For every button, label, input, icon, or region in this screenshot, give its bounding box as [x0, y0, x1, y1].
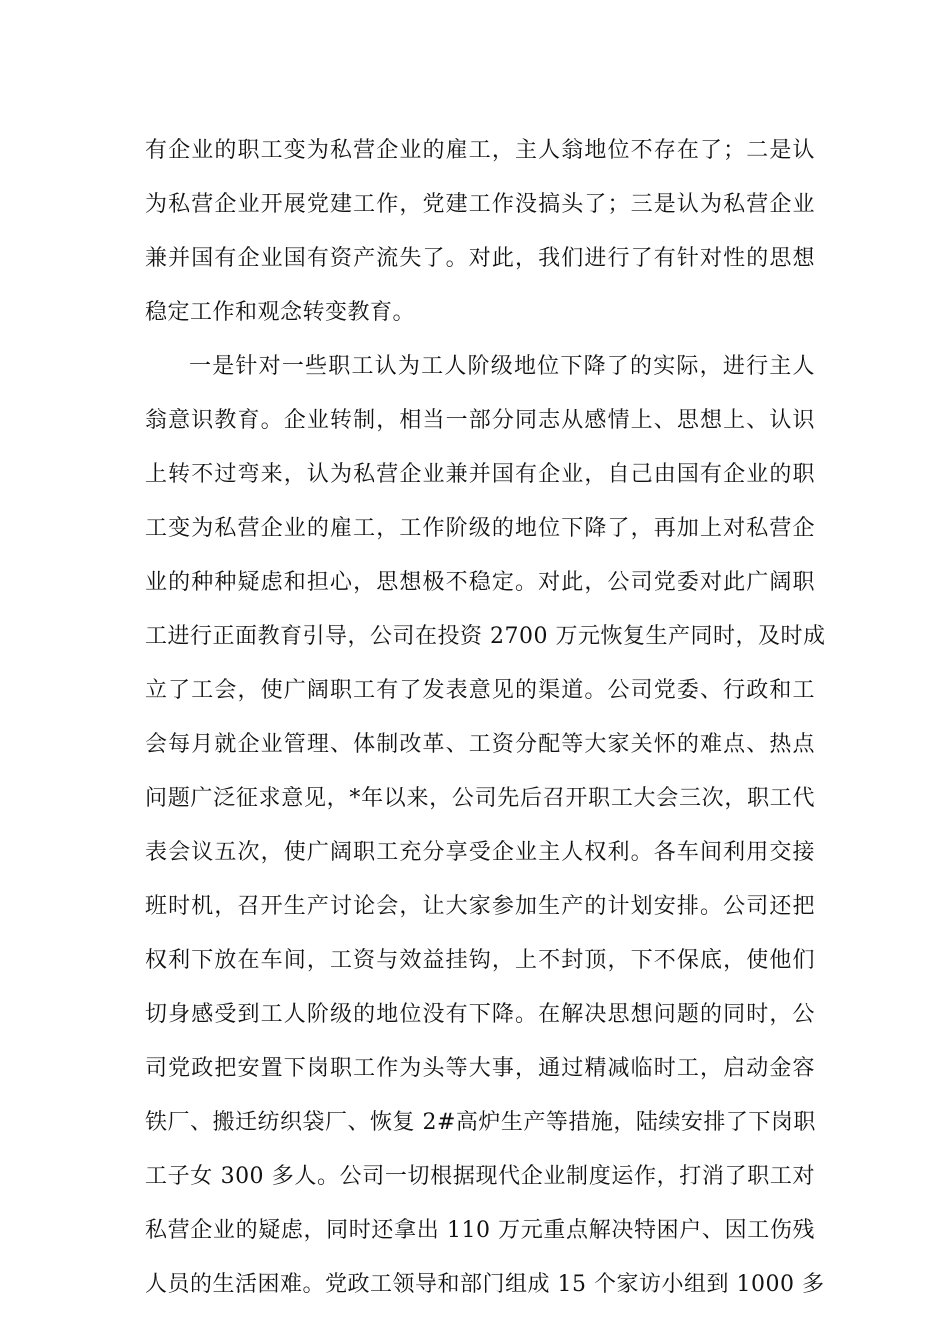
- text-line: 为私营企业开展党建工作，党建工作没搞头了；三是认为私营企业: [145, 192, 815, 217]
- text-line: 一是针对一些职工认为工人阶级地位下降了的实际，进行主人: [189, 354, 815, 379]
- text-line: 铁厂、搬迁纺织袋厂、恢复 2#高炉生产等措施，陆续安排了下岗职: [145, 1110, 816, 1135]
- text-line: 上转不过弯来，认为私营企业兼并国有企业，自己由国有企业的职: [145, 462, 815, 487]
- text-line: 私营企业的疑虑，同时还拿出 110 万元重点解决特困户、因工伤残: [145, 1218, 815, 1243]
- text-line: 业的种种疑虑和担心，思想极不稳定。对此，公司党委对此广阔职: [145, 570, 815, 595]
- text-line: 兼并国有企业国有资产流失了。对此，我们进行了有针对性的思想: [145, 246, 815, 271]
- text-line: 会每月就企业管理、体制改革、工资分配等大家关怀的难点、热点: [145, 732, 815, 757]
- text-line: 立了工会，使广阔职工有了发表意见的渠道。公司党委、行政和工: [145, 678, 815, 703]
- text-line: 工变为私营企业的雇工，工作阶级的地位下降了，再加上对私营企: [145, 516, 815, 541]
- paragraph-1: [145, 124, 815, 340]
- paragraph-2: [145, 340, 826, 1312]
- text-line: 有企业的职工变为私营企业的雇工，主人翁地位不存在了；二是认: [145, 138, 815, 163]
- text-line: 翁意识教育。企业转制，相当一部分同志从感情上、思想上、认识: [145, 408, 815, 433]
- document-body: [145, 124, 826, 1312]
- text-line: 问题广泛征求意见，*年以来，公司先后召开职工大会三次，职工代: [145, 786, 815, 811]
- text-line: 权利下放在车间，工资与效益挂钩，上不封顶，下不保底，使他们: [145, 948, 815, 973]
- text-line: 工子女 300 多人。公司一切根据现代企业制度运作，打消了职工对: [145, 1164, 815, 1189]
- text-line: 班时机，召开生产讨论会，让大家参加生产的计划安排。公司还把: [145, 894, 815, 919]
- text-line: 稳定工作和观念转变教育。: [145, 300, 416, 325]
- text-line: 表会议五次，使广阔职工充分享受企业主人权利。各车间利用交接: [145, 840, 815, 865]
- text-line: 司党政把安置下岗职工作为头等大事，通过精减临时工，启动金容: [145, 1056, 815, 1081]
- text-line: 工进行正面教育引导，公司在投资 2700 万元恢复生产同时，及时成: [145, 624, 826, 649]
- text-line: 人员的生活困难。党政工领导和部门组成 15 个家访小组到 1000 多: [145, 1272, 825, 1297]
- text-line: 切身感受到工人阶级的地位没有下降。在解决思想问题的同时，公: [145, 1002, 815, 1027]
